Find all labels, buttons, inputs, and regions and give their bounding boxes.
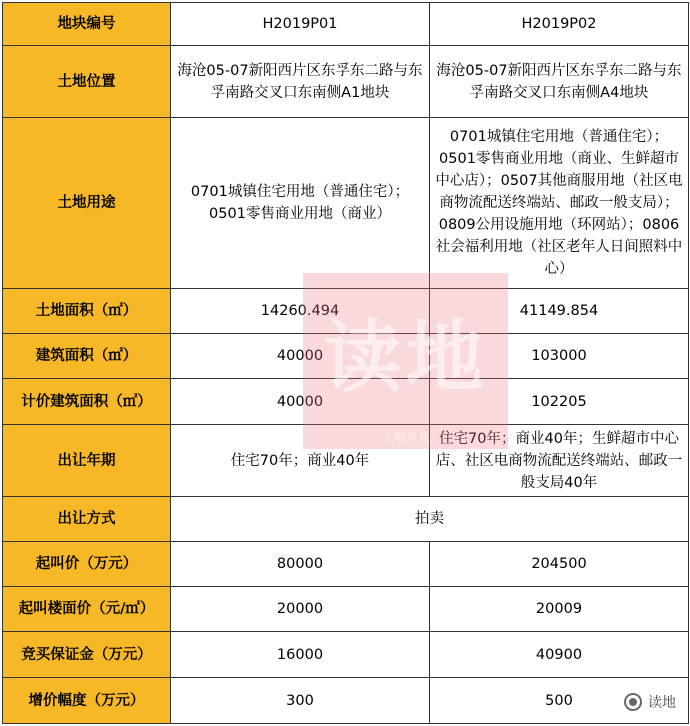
label-location: 土地位置 xyxy=(3,46,171,118)
label-term: 出让年期 xyxy=(3,425,171,497)
land-use-a: 0701城镇住宅用地（普通住宅）；0501零售商业用地（商业） xyxy=(171,118,430,289)
row-land-use xyxy=(3,118,689,289)
row-method xyxy=(3,497,689,542)
parcel-number-b: H2019P02 xyxy=(430,3,689,46)
deposit-b: 40900 xyxy=(430,632,689,678)
land-parcel-table xyxy=(2,2,689,724)
label-floor-price: 起叫楼面价（元/㎡） xyxy=(3,587,171,632)
increment-a: 300 xyxy=(171,678,430,724)
row-deposit xyxy=(3,632,689,678)
priced-area-a: 40000 xyxy=(171,379,430,425)
label-increment: 增价幅度（万元） xyxy=(3,678,171,724)
floor-price-b: 20009 xyxy=(430,587,689,632)
location-b: 海沧05-07新阳西片区东孚东二路与东孚南路交叉口东南侧A4地块 xyxy=(430,46,689,118)
row-term xyxy=(3,425,689,497)
term-a: 住宅70年；商业40年 xyxy=(171,425,430,497)
location-a: 海沧05-07新阳西片区东孚东二路与东孚南路交叉口东南侧A1地块 xyxy=(171,46,430,118)
row-land-area xyxy=(3,289,689,334)
building-area-a: 40000 xyxy=(171,334,430,379)
priced-area-b: 102205 xyxy=(430,379,689,425)
land-area-b: 41149.854 xyxy=(430,289,689,334)
row-priced-area xyxy=(3,379,689,425)
floor-price-a: 20000 xyxy=(171,587,430,632)
label-building-area: 建筑面积（㎡） xyxy=(3,334,171,379)
label-land-use: 土地用途 xyxy=(3,118,171,289)
label-method: 出让方式 xyxy=(3,497,171,542)
label-deposit: 竞买保证金（万元） xyxy=(3,632,171,678)
label-priced-area: 计价建筑面积（㎡） xyxy=(3,379,171,425)
term-b: 住宅70年；商业40年；生鲜超市中心店、社区电商物流配送终端站、邮政一般支局40年 xyxy=(430,425,689,497)
row-location xyxy=(3,46,689,118)
corner-logo xyxy=(624,692,676,712)
row-building-area xyxy=(3,334,689,379)
watermark-logo-text: 读地 xyxy=(323,313,488,403)
watermark-subtext: 土地专业 xyxy=(381,430,430,444)
label-land-area: 土地面积（㎡） xyxy=(3,289,171,334)
row-floor-price xyxy=(3,587,689,632)
row-start-price xyxy=(3,542,689,587)
label-parcel-number: 地块编号 xyxy=(3,3,171,46)
land-area-a: 14260.494 xyxy=(171,289,430,334)
land-use-b: 0701城镇住宅用地（普通住宅）；0501零售商业用地（商业、生鲜超市中心店）；0507其他商服用地（社区电商物流配送终端站、邮政一般支局）；0809公用设施用地（环网站）；0806社会福利用地（社区老年人日间照料中心） xyxy=(430,118,689,289)
deposit-a: 16000 xyxy=(171,632,430,678)
wechat-icon xyxy=(624,693,642,711)
building-area-b: 103000 xyxy=(430,334,689,379)
parcel-number-a: H2019P01 xyxy=(171,3,430,46)
method-value: 拍卖 xyxy=(171,497,689,542)
start-price-b: 204500 xyxy=(430,542,689,587)
label-start-price: 起叫价（万元） xyxy=(3,542,171,587)
start-price-a: 80000 xyxy=(171,542,430,587)
row-parcel-number xyxy=(3,3,689,46)
corner-logo-text: 读地 xyxy=(648,695,676,711)
row-increment xyxy=(3,678,689,724)
increment-b: 500 xyxy=(430,678,689,724)
